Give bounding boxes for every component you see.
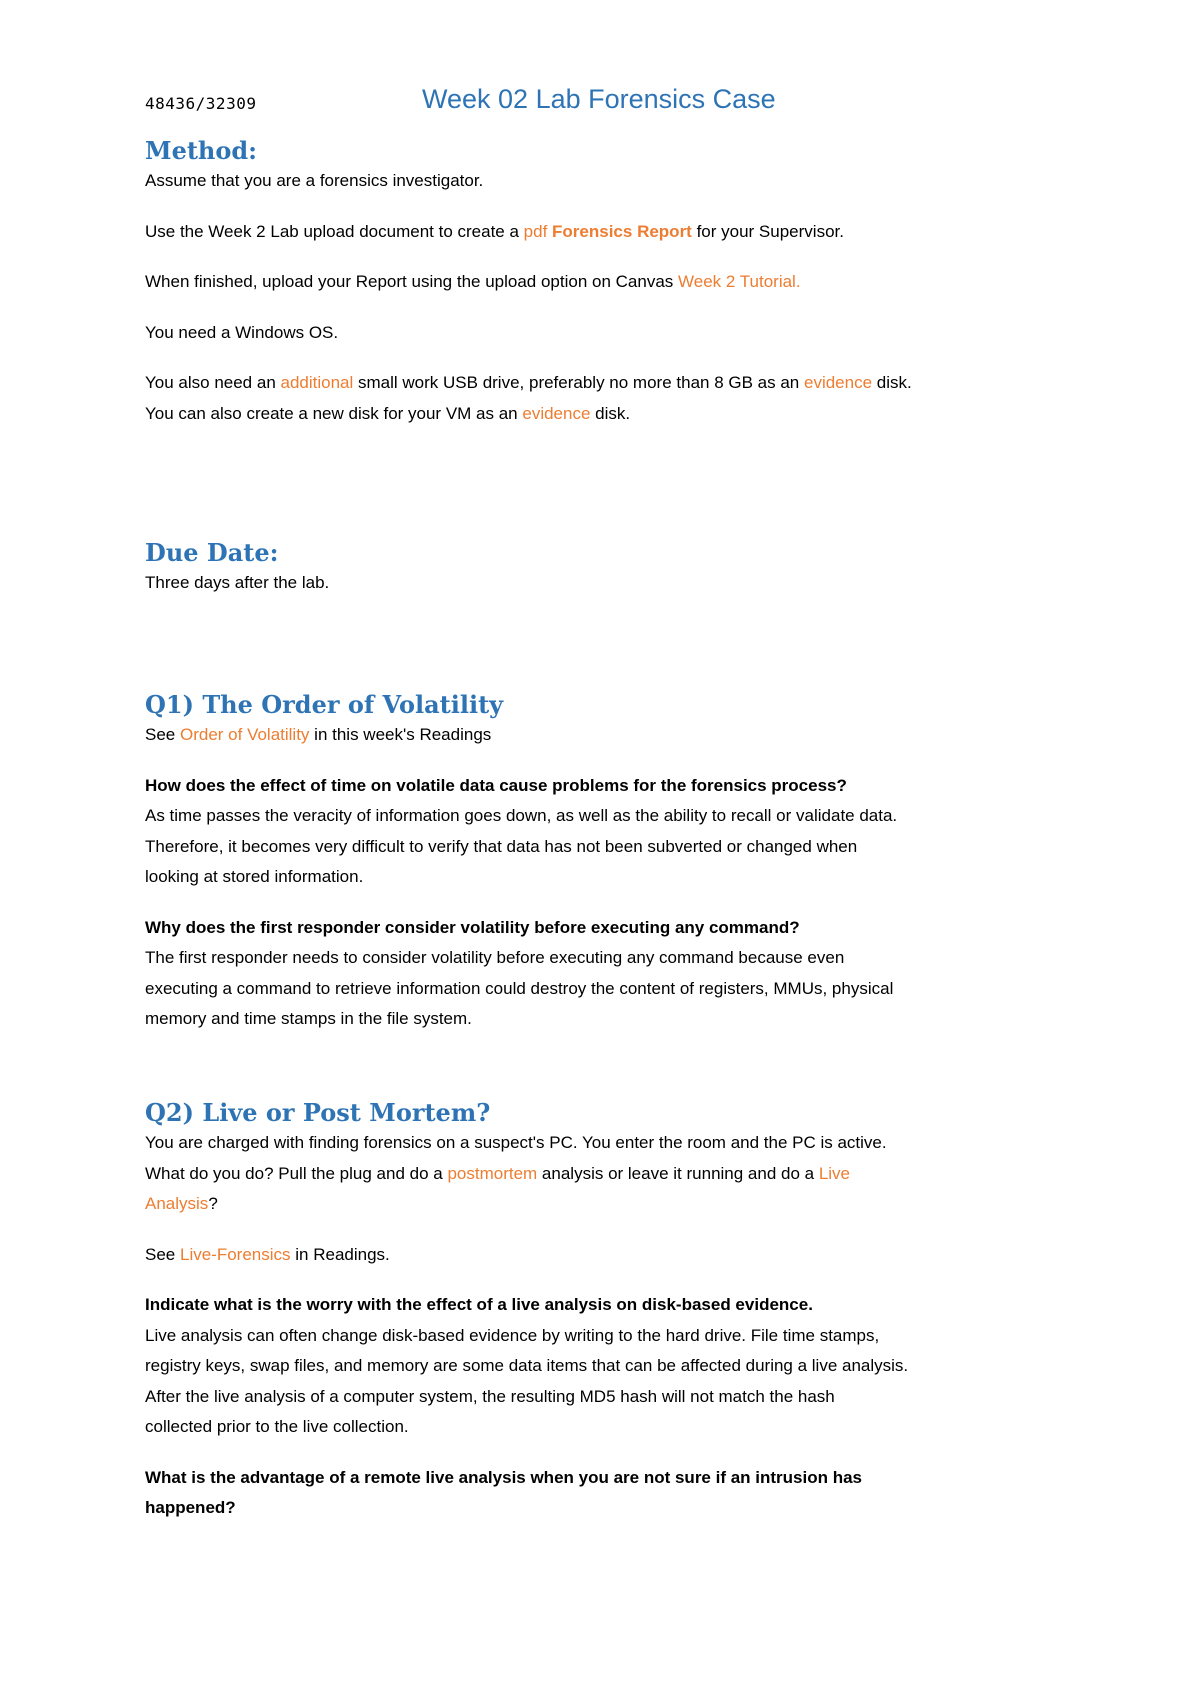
q2-answer-1-line-1: Live analysis can often change disk-based evidence by writing to the hard drive. File time stamps, bbox=[145, 1325, 880, 1345]
method-paragraph-4: You need a Windows OS. bbox=[145, 322, 339, 342]
q2-answer-1-line-2: registry keys, swap files, and memory are some data items that can be affected during a live analysis. bbox=[145, 1356, 909, 1375]
method-paragraph-2: Use the Week 2 Lab upload document to create a pdf Forensics Report for your Supervisor. bbox=[145, 221, 844, 241]
due-date-section bbox=[145, 538, 1075, 599]
live-text: Live bbox=[818, 1163, 851, 1183]
q1-question-2: Why does the first responder consider volatility before executing any command? bbox=[145, 917, 800, 937]
document-page bbox=[145, 0, 1075, 1696]
document-header bbox=[145, 84, 1075, 124]
q2-see-readings: See Live-Forensics in Readings. bbox=[145, 1244, 390, 1264]
live-forensics-link[interactable]: Live-Forensics bbox=[179, 1244, 291, 1264]
analysis-text: Analysis bbox=[145, 1194, 209, 1213]
q1-answer-2-line-1: The first responder needs to consider volatility before executing any command because even bbox=[145, 948, 845, 967]
method-heading: Method: bbox=[145, 136, 258, 165]
method-paragraph-1: Assume that you are a forensics investigator. bbox=[145, 171, 484, 190]
evidence-text: evidence bbox=[522, 403, 591, 423]
q1-see-readings: See Order of Volatility in this week's Readings bbox=[145, 725, 492, 744]
q1-question-1: How does the effect of time on volatile data cause problems for the forensics process? bbox=[145, 775, 847, 795]
pdf-text: pdf bbox=[523, 221, 548, 241]
forensics-report-text: Forensics Report bbox=[552, 221, 692, 241]
order-of-volatility-link[interactable]: Order of Volatility bbox=[179, 725, 310, 744]
q2-section bbox=[145, 1098, 1075, 1524]
q1-section bbox=[145, 690, 1075, 1035]
method-paragraph-6: You can also create a new disk for your VM as an evidence disk. bbox=[145, 403, 631, 423]
additional-text: additional bbox=[280, 373, 354, 392]
q2-answer-1-line-4: collected prior to the live collection. bbox=[145, 1417, 409, 1436]
q1-answer-2-line-2: executing a command to retrieve information could destroy the content of registers, MMUs, physical bbox=[145, 978, 894, 998]
q1-answer-2-line-3: memory and time stamps in the file system. bbox=[145, 1009, 472, 1028]
due-date-text: Three days after the lab. bbox=[145, 573, 330, 592]
week2-tutorial-link[interactable]: Week 2 Tutorial. bbox=[678, 272, 801, 291]
q2-intro-line-3: Analysis? bbox=[145, 1194, 218, 1213]
course-code: 48436/32309 bbox=[145, 94, 257, 113]
postmortem-text: postmortem bbox=[447, 1163, 538, 1183]
q1-answer-1-line-1: As time passes the veracity of information goes down, as well as the ability to recall or validate data. bbox=[145, 806, 898, 825]
due-date-heading: Due Date: bbox=[145, 538, 279, 567]
q2-heading: Q2) Live or Post Mortem? bbox=[145, 1098, 491, 1127]
q2-question-1: Indicate what is the worry with the effect of a live analysis on disk-based evidence. bbox=[145, 1295, 813, 1314]
q2-intro-line-2: What do you do? Pull the plug and do a postmortem analysis or leave it running and do a Live bbox=[145, 1163, 851, 1183]
q2-question-2-line-1: What is the advantage of a remote live analysis when you are not sure if an intrusion has bbox=[145, 1467, 863, 1487]
method-section bbox=[145, 136, 1075, 429]
q2-intro-line-1: You are charged with finding forensics on a suspect's PC. You enter the room and the PC is active. bbox=[145, 1133, 887, 1152]
q1-heading: Q1) The Order of Volatility bbox=[145, 690, 504, 719]
method-paragraph-5: You also need an additional small work USB drive, preferably no more than 8 GB as an evidence disk. bbox=[145, 373, 912, 392]
evidence-text: evidence bbox=[803, 373, 873, 392]
method-paragraph-3: When finished, upload your Report using the upload option on Canvas Week 2 Tutorial. bbox=[145, 272, 801, 291]
document-title: Week 02 Lab Forensics Case bbox=[422, 84, 776, 114]
q2-question-2-line-2: happened? bbox=[145, 1498, 236, 1517]
q1-answer-1-line-3: looking at stored information. bbox=[145, 867, 364, 886]
q1-answer-1-line-2: Therefore, it becomes very difficult to verify that data has not been subverted or changed when bbox=[145, 836, 858, 856]
q2-answer-1-line-3: After the live analysis of a computer system, the resulting MD5 hash will not match the hash bbox=[145, 1386, 835, 1406]
